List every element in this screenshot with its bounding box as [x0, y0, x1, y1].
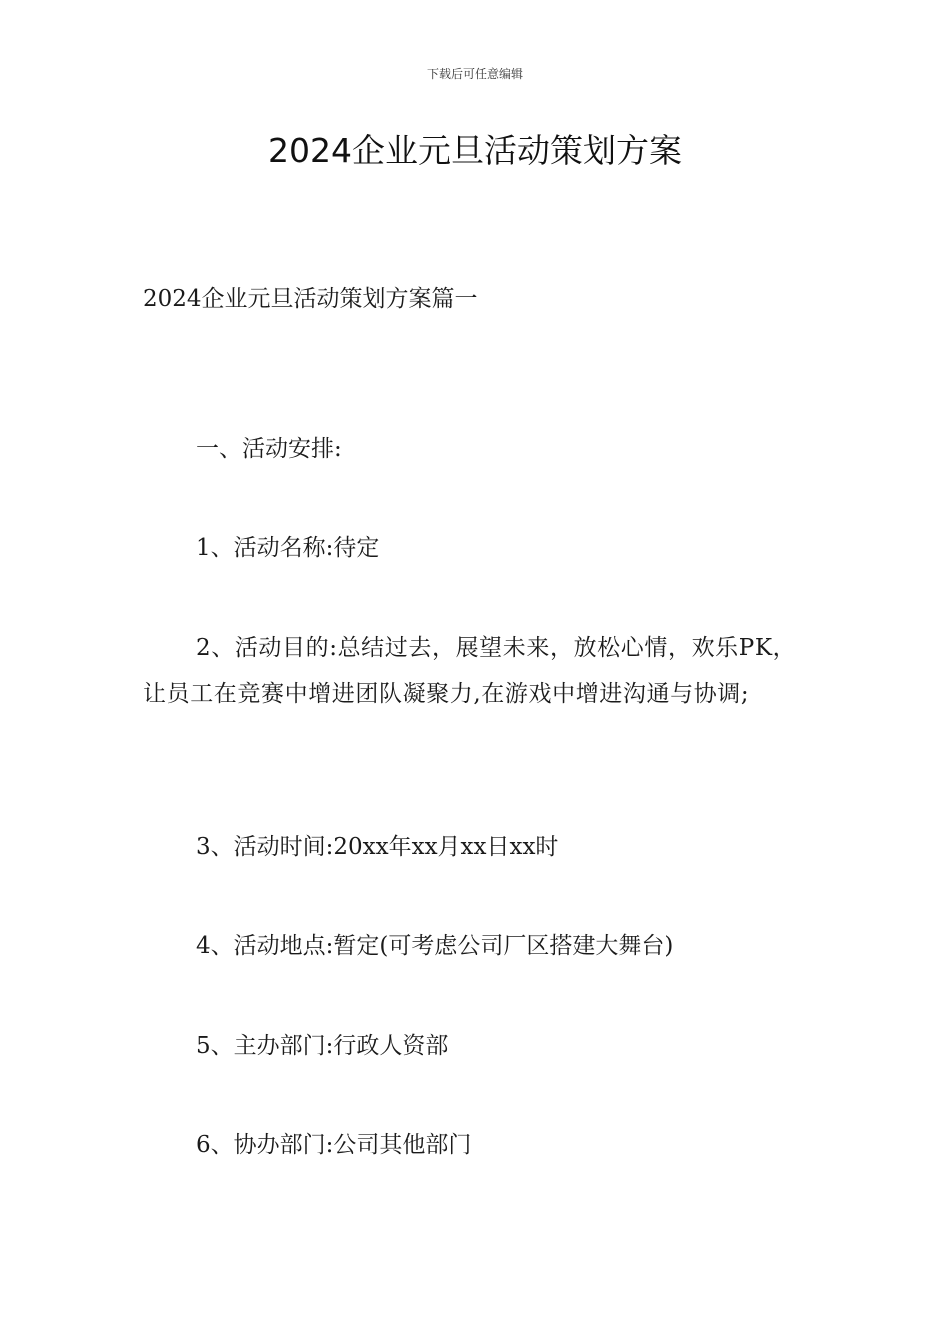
paragraph-item-4: 4、活动地点:暂定(可考虑公司厂区搭建大舞台)	[196, 933, 674, 959]
document-title: 2024企业元旦活动策划方案	[268, 131, 682, 170]
paragraph-item-1: 1、活动名称:待定	[196, 535, 380, 561]
section-subtitle: 2024企业元旦活动策划方案篇一	[143, 286, 478, 312]
header-note: 下载后可任意编辑	[426, 67, 523, 81]
paragraph-item-5: 5、主办部门:行政人资部	[196, 1033, 449, 1059]
paragraph-item-3: 3、活动时间:20xx年xx月xx日xx时	[196, 834, 559, 860]
paragraph-item-2: 2、活动目的:总结过去，展望未来，放松心情，欢乐PK，让员工在竞赛中增进团队凝聚力,在游戏中增进沟通与协调;	[143, 635, 797, 707]
paragraph-section-1: 一、活动安排:	[196, 436, 342, 462]
paragraph-item-6: 6、协办部门:公司其他部门	[196, 1132, 472, 1158]
